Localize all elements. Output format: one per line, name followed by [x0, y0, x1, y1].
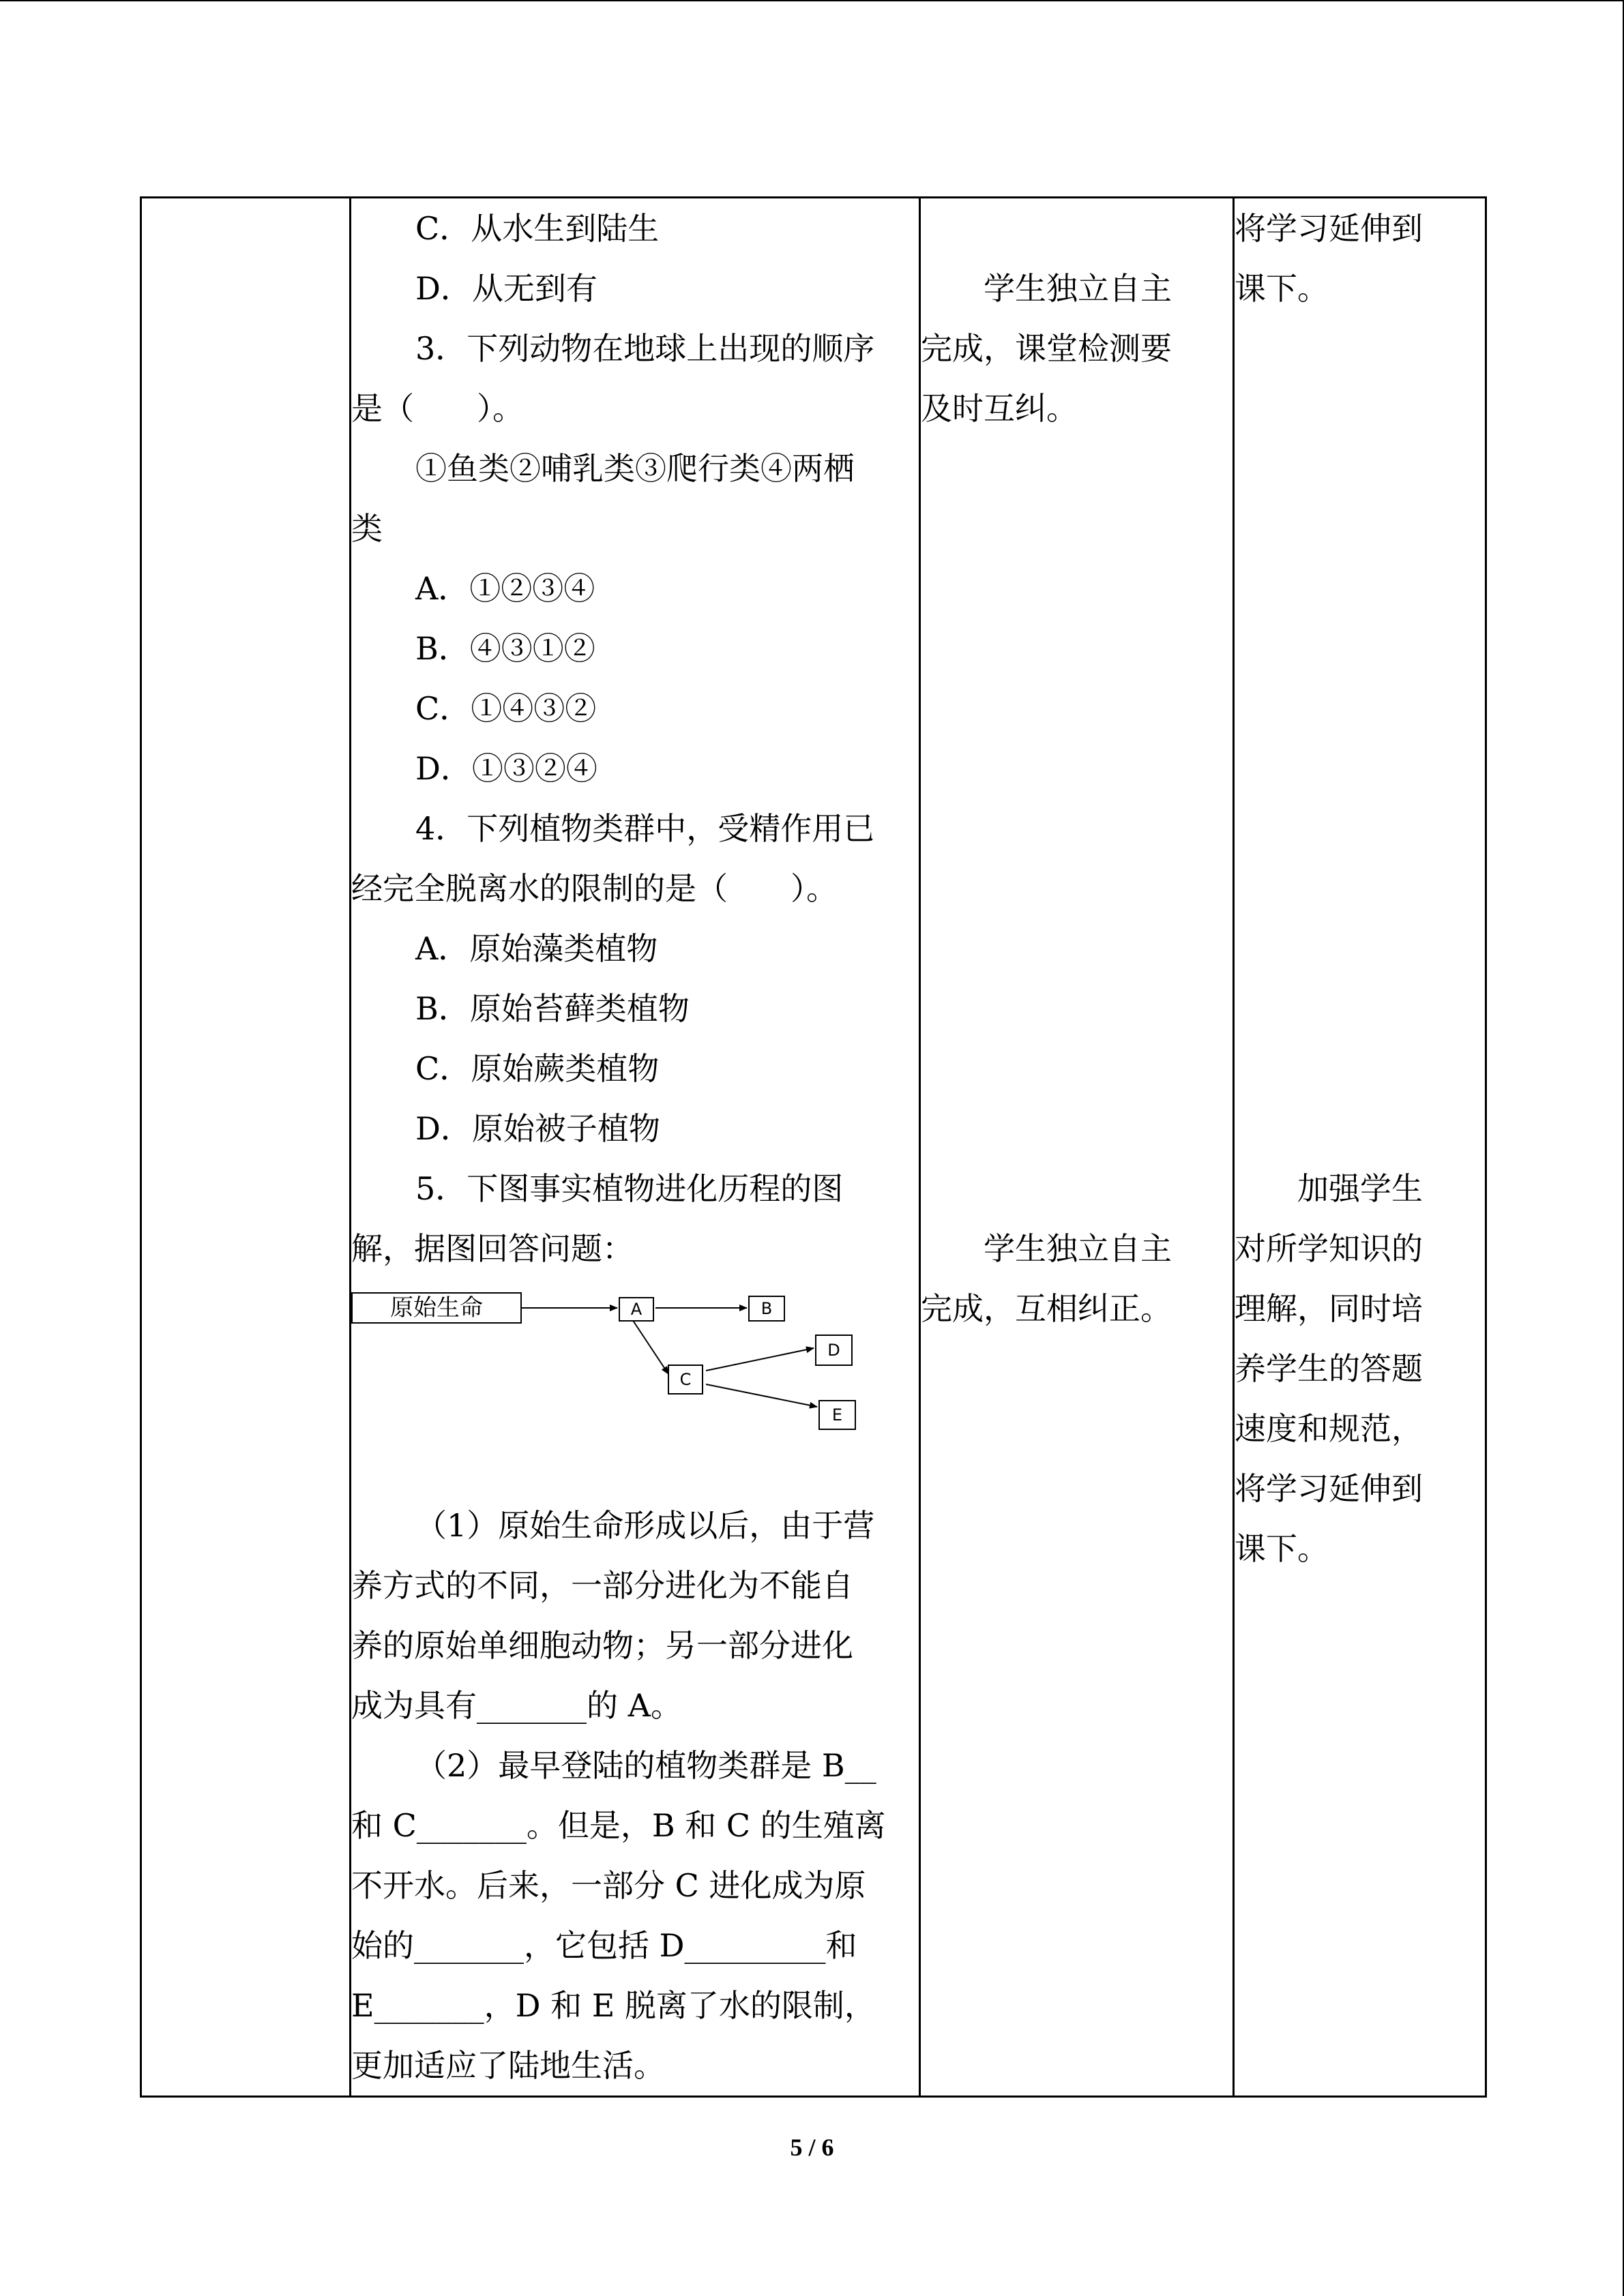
- part-2-text-cont: 不开水。后来，一部分 C 进化成为原: [351, 1867, 866, 1904]
- part-1-text-cont: 养方式的不同，一部分进化为不能自: [351, 1567, 853, 1604]
- arrow-c-to-d: [706, 1348, 814, 1371]
- question-5-text-cont: 解，据图回答问题：: [351, 1230, 634, 1267]
- stage-column-cell: [141, 198, 351, 2097]
- activity-1-line: 完成，课堂检测要: [921, 330, 1172, 367]
- page-number: 5 / 6: [790, 2134, 834, 2161]
- arrow-c-to-e: [706, 1384, 817, 1407]
- question-4-option-d: D．原始被子植物: [415, 1110, 660, 1147]
- question-4-option-a: A．原始藻类植物: [415, 930, 658, 967]
- box-e: E: [818, 1400, 856, 1430]
- top-border: [0, 0, 1624, 1]
- question-3-option-b: B．④③①②: [415, 630, 595, 667]
- part-2-text: （2）最早登陆的植物类群是 B__: [415, 1747, 876, 1784]
- box-c: C: [668, 1365, 703, 1395]
- activity-2-line: 学生独立自主: [984, 1230, 1172, 1267]
- intent-1-line: 课下。: [1235, 270, 1329, 307]
- box-a: A: [619, 1297, 654, 1322]
- question-3-items-cont: 类: [351, 510, 383, 547]
- intent-2-line: 对所学知识的: [1235, 1230, 1423, 1267]
- intent-2-line: 课下。: [1235, 1530, 1329, 1567]
- intent-2-line: 理解，同时培: [1235, 1290, 1423, 1327]
- design-intent-cell: [1234, 198, 1486, 2097]
- question-4-option-c: C．原始蕨类植物: [415, 1050, 660, 1087]
- part-2-text-cont: 始的_______，它包括 D_________和: [351, 1927, 857, 1964]
- intent-2-line: 加强学生: [1297, 1170, 1423, 1207]
- box-origin-life: 原始生命: [351, 1292, 522, 1324]
- activity-1-line: 及时互纠。: [921, 390, 1078, 427]
- part-1-text: （1）原始生命形成以后，由于营: [415, 1507, 875, 1544]
- question-3-text-cont: 是（ ）。: [351, 390, 524, 427]
- evolution-diagram: [351, 1285, 870, 1490]
- student-activity-cell: [920, 198, 1234, 2097]
- question-3-items: ①鱼类②哺乳类③爬行类④两栖: [415, 450, 855, 487]
- option-line: D．从无到有: [415, 270, 597, 307]
- part-2-text-cont: 和 C_______。但是，B 和 C 的生殖离: [351, 1807, 886, 1844]
- question-3-option-c: C．①④③②: [415, 690, 597, 727]
- lesson-table: [140, 196, 1487, 2098]
- content-column-cell: [351, 198, 920, 2097]
- question-4-option-b: B．原始苔藓类植物: [415, 990, 690, 1027]
- option-line: C．从水生到陆生: [415, 210, 660, 247]
- question-3-option-d: D．①③②④: [415, 750, 597, 787]
- intent-1-line: 将学习延伸到: [1235, 210, 1423, 247]
- part-2-text-cont: 更加适应了陆地生活。: [351, 2047, 665, 2084]
- arrow-a-to-c: [632, 1320, 668, 1374]
- question-5-text: 5．下图事实植物进化历程的图: [415, 1170, 844, 1207]
- activity-1-line: 学生独立自主: [984, 270, 1172, 307]
- question-4-text-cont: 经完全脱离水的限制的是（ ）。: [351, 870, 838, 907]
- question-3-option-a: A．①②③④: [415, 570, 595, 607]
- intent-2-line: 将学习延伸到: [1235, 1470, 1423, 1507]
- box-d: D: [815, 1335, 853, 1366]
- part-2-text-cont: E_______，D 和 E 脱离了水的限制，: [351, 1987, 876, 2024]
- intent-2-line: 养学生的答题: [1235, 1350, 1423, 1387]
- part-1-text-cont: 养的原始单细胞动物；另一部分进化: [351, 1627, 853, 1664]
- activity-2-line: 完成，互相纠正。: [921, 1290, 1172, 1327]
- question-3-text: 3．下列动物在地球上出现的顺序: [415, 330, 875, 367]
- question-4-text: 4．下列植物类群中，受精作用已: [415, 810, 875, 847]
- box-b: B: [748, 1296, 785, 1322]
- intent-2-line: 速度和规范，: [1235, 1410, 1423, 1447]
- part-1-text-cont: 成为具有_______的 A。: [351, 1687, 682, 1724]
